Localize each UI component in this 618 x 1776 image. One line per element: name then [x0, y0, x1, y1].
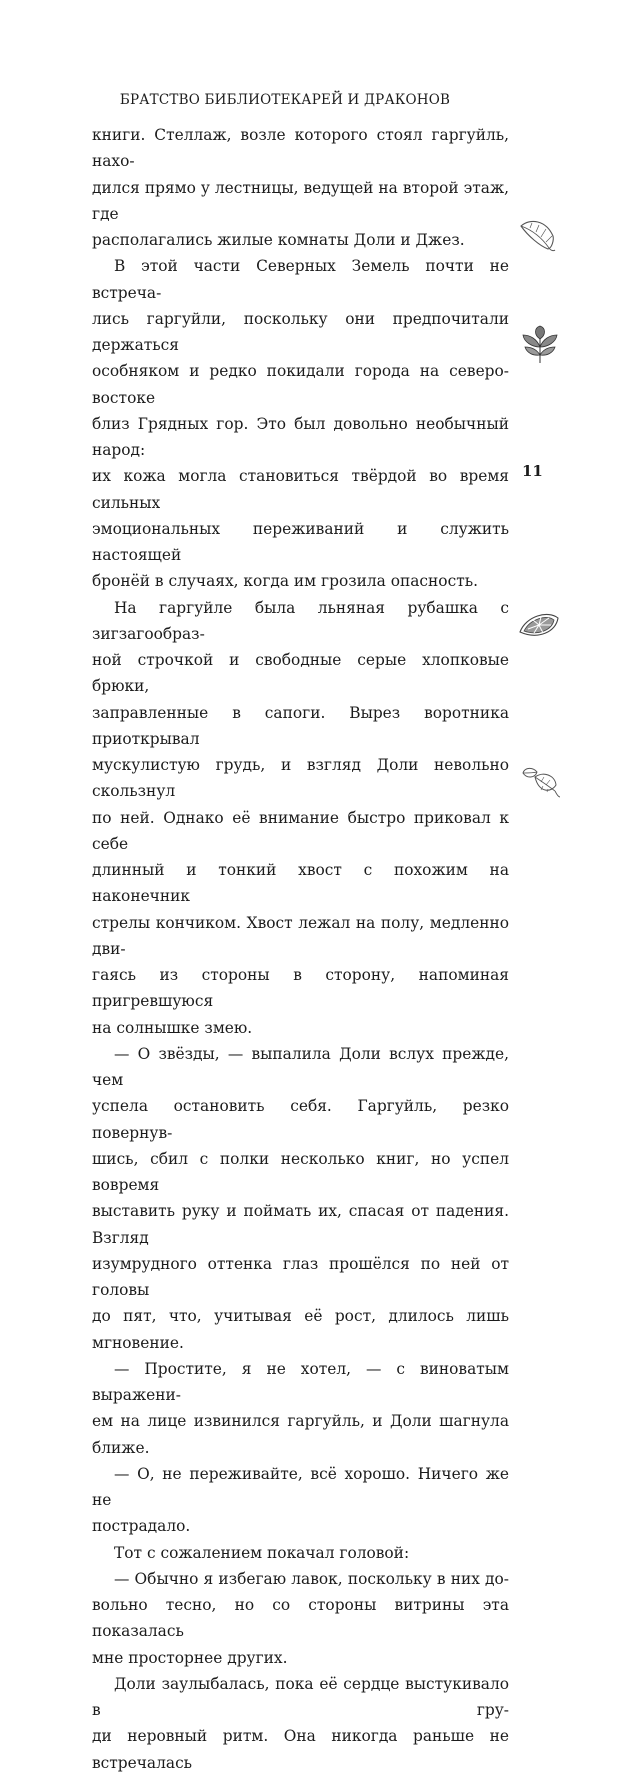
text-line: выставить руку и поймать их, спасая от падения. Взгляд: [92, 1202, 509, 1247]
text-line: близ Грядных гор. Это был довольно необычный народ:: [92, 414, 509, 459]
text-line: — Обычно я избегаю лавок, поскольку в них до-: [114, 1569, 509, 1588]
text-line: заправленные в сапоги. Вырез воротника приоткрывал: [92, 703, 509, 748]
text-line: вольно тесно, но со стороны витрины эта показалась: [92, 1596, 509, 1641]
herb-sprig-ornament-icon: [520, 325, 560, 365]
text-line: до пят, что, учитывая её рост, длилось лишь мгновение.: [92, 1307, 509, 1352]
text-line: эмоциональных переживаний и служить настоящей: [92, 519, 509, 564]
text-line: успела остановить себя. Гаргуйль, резко повернув-: [92, 1097, 509, 1142]
running-header: БРАТСТВО БИБЛИОТЕКАРЕЙ И ДРАКОНОВ: [119, 92, 451, 108]
text-line: Доли заулыбалась, пока её сердце выстукивало в гру-: [92, 1674, 509, 1719]
text-line: мускулистую грудь, и взгляд Доли невольно скользнул: [92, 756, 509, 801]
text-line: длинный и тонкий хвост с похожим на наконечник: [92, 861, 509, 906]
text-line: — Простите, я не хотел, — с виноватым выражени-: [92, 1359, 509, 1404]
text-line: лись гаргуйли, поскольку они предпочитали держаться: [92, 309, 509, 354]
text-line: В этой части Северных Земель почти не встреча-: [92, 257, 509, 302]
text-line: ем на лице извинился гаргуйль, и Доли шагнула ближе.: [92, 1412, 509, 1457]
text-line: бронёй в случаях, когда им грозила опасность.: [92, 572, 478, 591]
text-line: — О, не переживайте, всё хорошо. Ничего же не: [92, 1464, 509, 1509]
text-line: располагались жилые комнаты Доли и Джез.: [92, 231, 465, 249]
text-line: их кожа могла становиться твёрдой во время сильных: [92, 467, 509, 512]
text-line: Тот с сожалением покачал головой:: [114, 1543, 410, 1562]
text-line: шись, сбил с полки несколько книг, но успел вовремя: [92, 1149, 509, 1194]
text-line: особняком и редко покидали города на северо-востоке: [92, 362, 509, 407]
text-line: изумрудного оттенка глаз прошёлся по ней от головы: [92, 1254, 509, 1299]
text-line: пострадало.: [92, 1517, 191, 1536]
mint-leaves-ornament-icon: [519, 763, 561, 803]
text-line: ди неровный ритм. Она никогда раньше не встречалась: [92, 1727, 509, 1772]
text-line: — О звёзды, — выпалила Доли вслух прежде, чем: [92, 1044, 509, 1089]
text-line: мне просторнее других.: [92, 1648, 288, 1667]
citrus-slice-ornament-icon: [518, 608, 560, 642]
text-line: гаясь из стороны в сторону, напоминая пригревшуюся: [92, 966, 509, 1011]
text-line: дился прямо у лестницы, ведущей на второй этаж, где: [92, 178, 509, 223]
text-line: ной строчкой и свободные серые хлопковые брюки,: [92, 651, 509, 696]
body-text: [92, 122, 509, 1776]
text-line: На гаргуйле была льняная рубашка с зигзагообраз-: [92, 598, 509, 643]
leaf-ornament-icon: [518, 214, 558, 254]
page-number: 11: [522, 462, 543, 480]
text-line: стрелы кончиком. Хвост лежал на полу, медленно дви-: [92, 913, 509, 958]
text-line: по ней. Однако её внимание быстро приковал к себе: [92, 808, 509, 853]
text-line: книги. Стеллаж, возле которого стоял гаргуйль, нахо-: [92, 126, 509, 171]
text-line: на солнышке змею.: [92, 1018, 253, 1037]
